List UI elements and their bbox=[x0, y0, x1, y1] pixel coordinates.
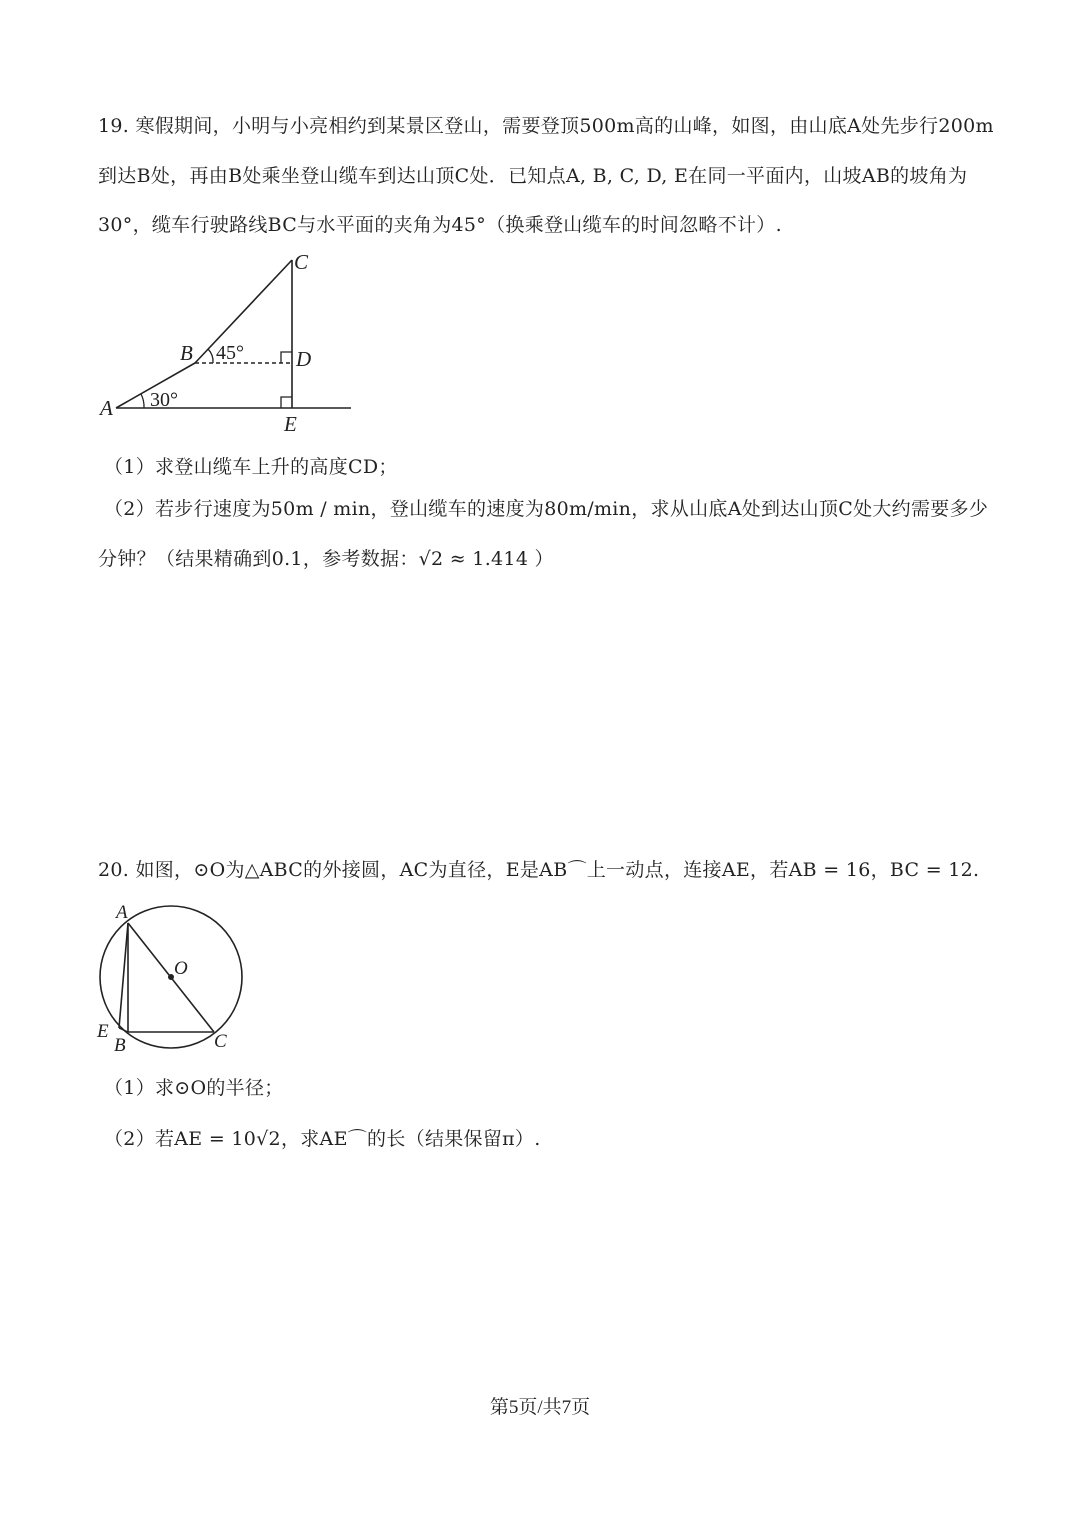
q20-line-1: 20. 如图，⊙O为△ABC的外接圆，AC为直径，E是AB⌒上一动点，连接AE，若AB = 16，BC = 12. bbox=[98, 859, 980, 881]
q19-part-2-cont: 分钟？（结果精确到0.1，参考数据：√2 ≈ 1.414 ） bbox=[98, 548, 554, 570]
q19-line-1: 19. 寒假期间，小明与小亮相约到某景区登山，需要登顶500m高的山峰，如图，由山底A处先步行200m bbox=[98, 115, 994, 137]
label-D: D bbox=[296, 347, 312, 371]
q20-figure bbox=[92, 898, 252, 1058]
label-E: E bbox=[284, 412, 297, 436]
label-B2: B bbox=[114, 1035, 126, 1056]
label-C2: C bbox=[214, 1031, 227, 1052]
label-A2: A bbox=[116, 902, 128, 923]
angle-45-label: 45° bbox=[216, 342, 244, 364]
angle-30-label: 30° bbox=[150, 389, 178, 411]
q19-line-3: 30°，缆车行驶路线BC与水平面的夹角为45°（换乘登山缆车的时间忽略不计）. bbox=[98, 214, 782, 236]
label-E2: E bbox=[97, 1021, 109, 1042]
label-C: C bbox=[294, 250, 309, 274]
page-footer: 第5页/共7页 bbox=[489, 1397, 591, 1418]
label-B: B bbox=[180, 341, 193, 365]
q19-line-2: 到达B处，再由B处乘坐登山缆车到达山顶C处．已知点A, B, C, D, E在同一平面内，山坡AB的坡角为 bbox=[98, 165, 968, 187]
q19-figure bbox=[98, 245, 368, 440]
label-A: A bbox=[100, 396, 113, 420]
q19-part-1: （1）求登山缆车上升的高度CD； bbox=[104, 456, 398, 478]
q19-part-2: （2）若步行速度为50m / min，登山缆车的速度为80m/min，求从山底A处到达山顶C处大约需要多少 bbox=[104, 498, 989, 520]
label-O: O bbox=[174, 958, 188, 979]
q20-part-1: （1）求⊙O的半径； bbox=[104, 1077, 284, 1099]
q20-part-2: （2）若AE = 10√2，求AE⌒的长（结果保留π）. bbox=[104, 1128, 541, 1150]
